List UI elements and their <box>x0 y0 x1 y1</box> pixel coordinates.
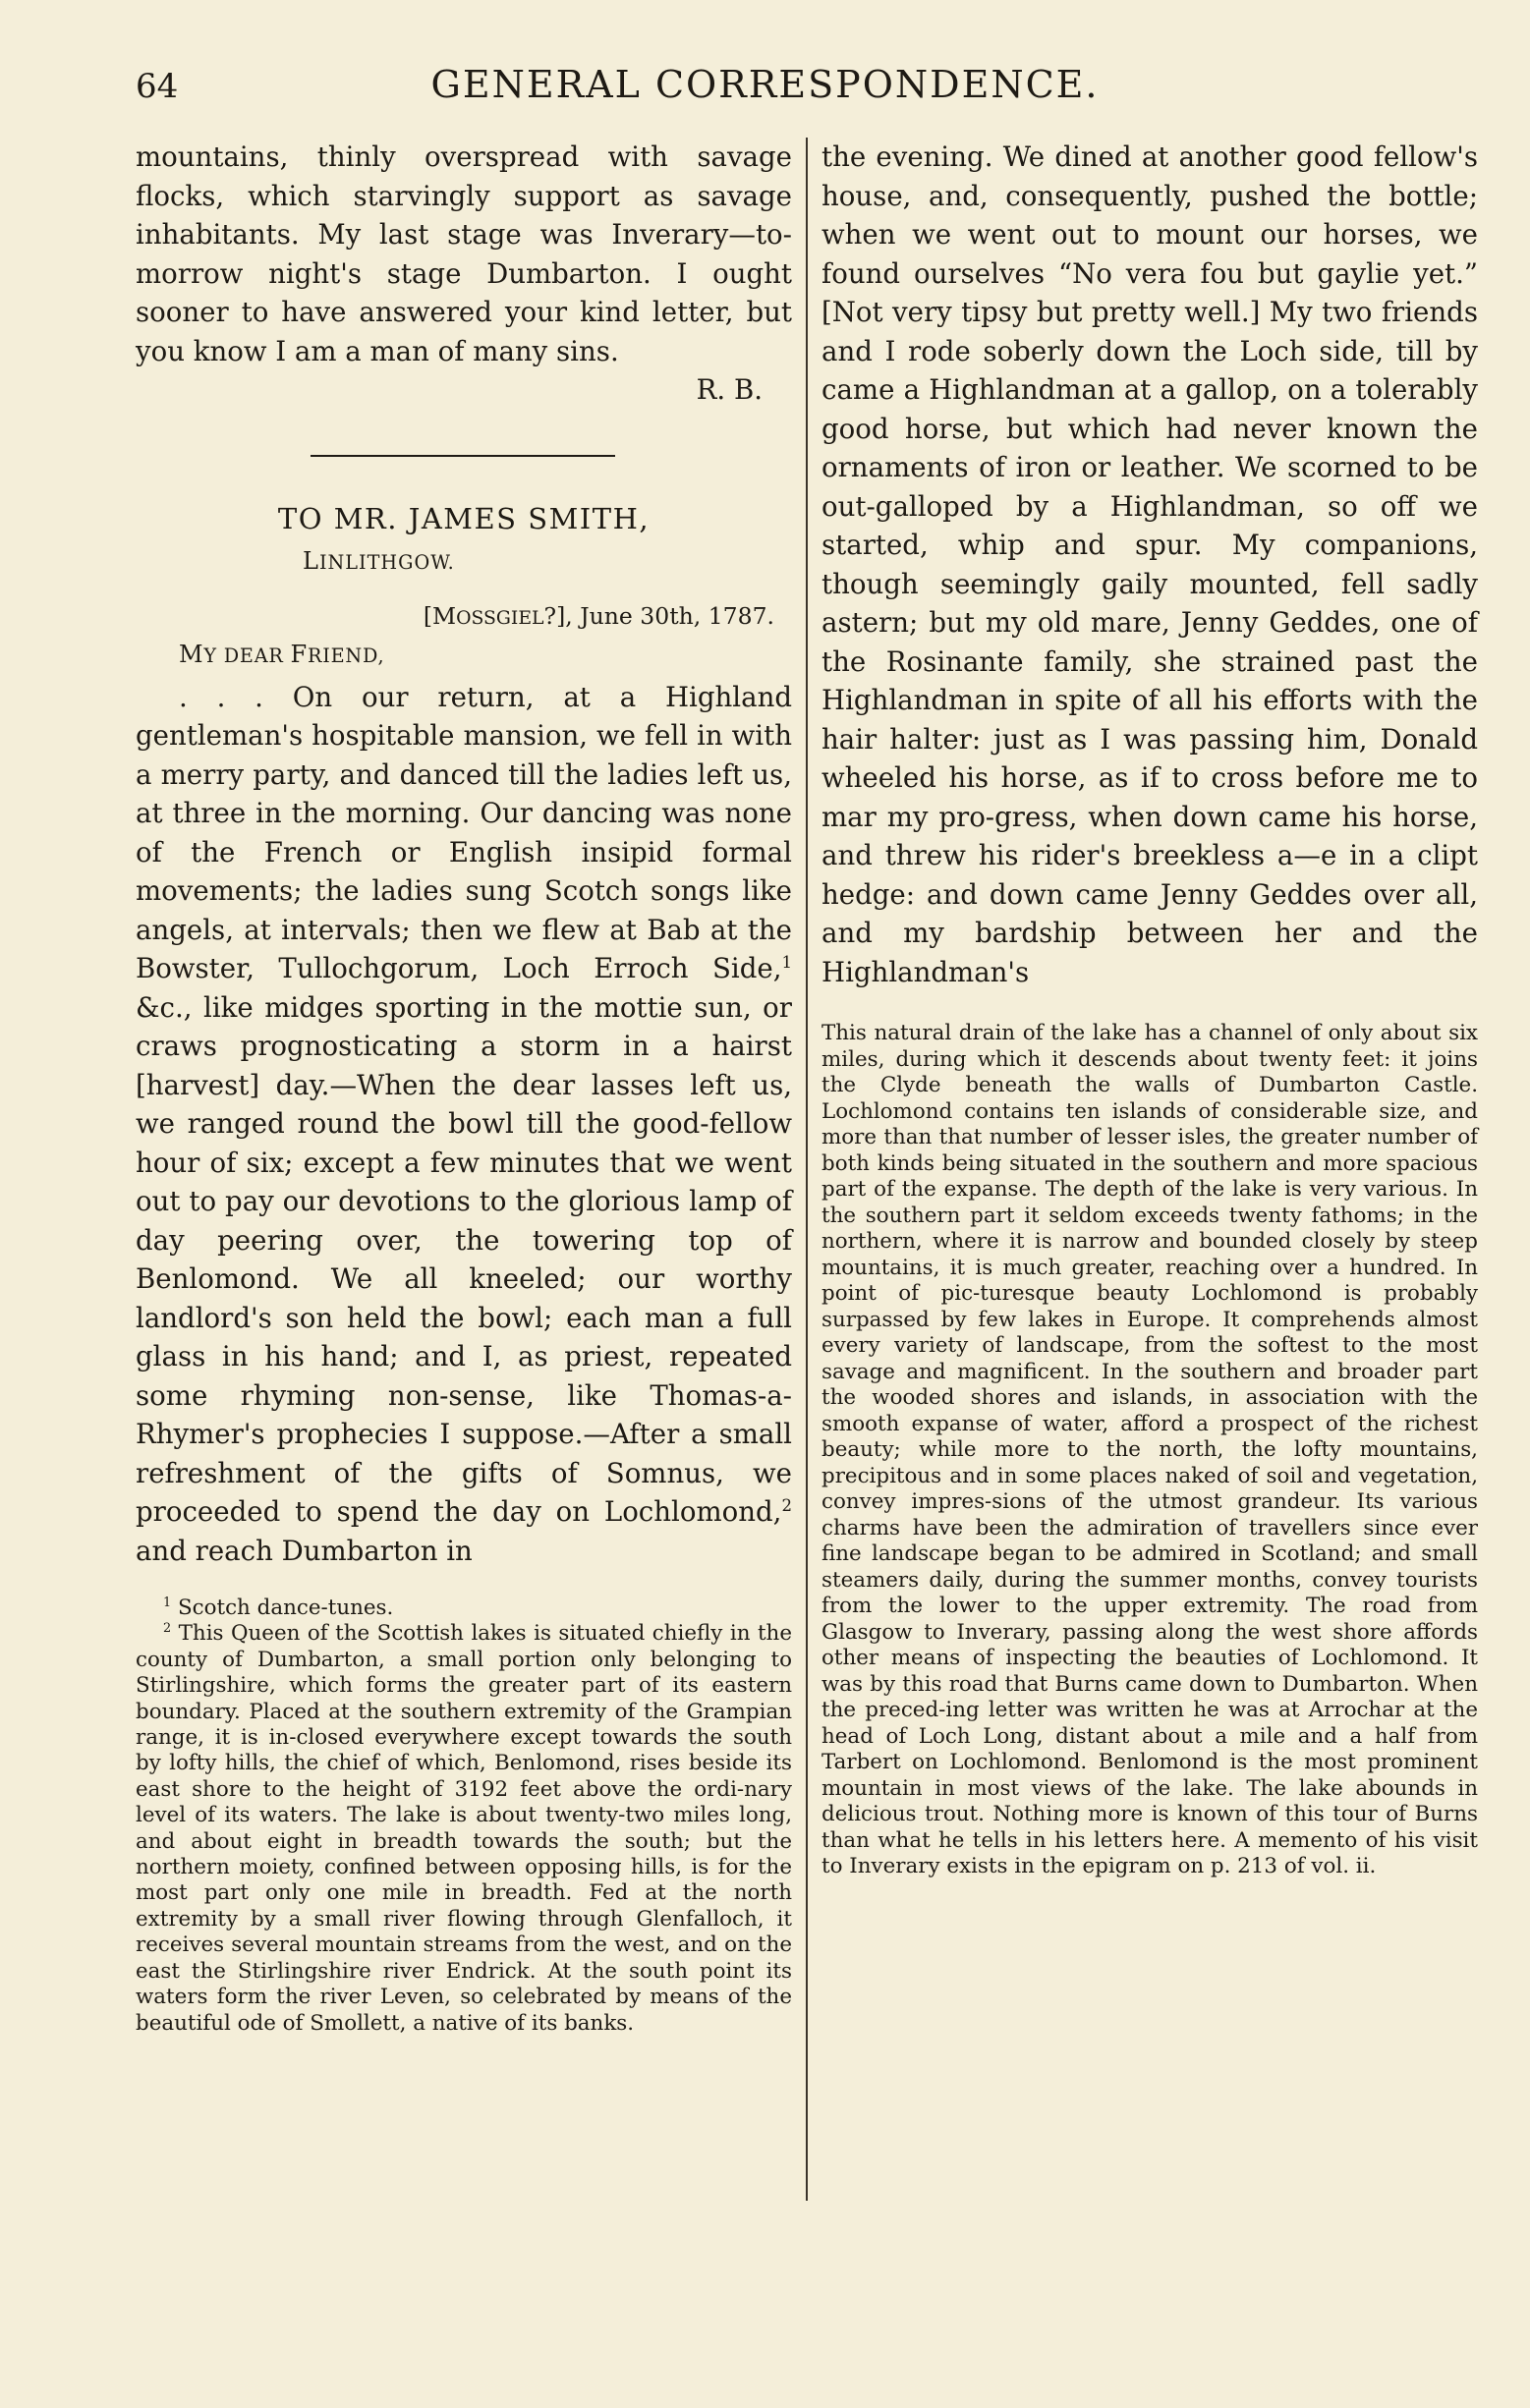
page-number: 64 <box>136 67 179 106</box>
recipient-locality <box>303 547 792 575</box>
letter-title: TO MR. JAMES SMITH, <box>277 501 651 535</box>
dateline-open: [ <box>423 601 433 630</box>
letter-body-continued: the evening. We dined at another good fellow's house, and, consequently, pushed the bottle; when we went out to mount our horses, we found ourselves “No vera fou but gaylie yet.” [Not very tipsy but pretty well.] My two friends and I rode soberly down the Loch side, till by came a Highlandman at a gallop, on a tolerably good horse, but which had never known the ornaments of iron or leather. We scorned to be out-galloped by a Highlandman, so off we started, whip and spur. My companions, though seemingly gaily mounted, fell sadly astern; but my old mare, Jenny Geddes, one of the Rosinante family, she strained past the Highlandman in spite of all his efforts with the hair halter: just as I was passing him, Donald wheeled his horse, as if to cross before me to mar my pro-gress, when down came his horse, and threw his rider's breekless a—e in a clipt hedge: and down came Jenny Geddes over all, and my bardship between her and the Highlandman's <box>822 140 1478 988</box>
salutation-cap-1: M <box>179 640 204 668</box>
letter-body-part-2: &c., like midges sporting in the mottie sun, or craws prognosticating a storm in a hairst [harvest] day.—When the dear lasses left us, we ranged round the bowl till the good-fellow hour of six; except a few minutes that we went out to pay our devotions to the glorious lamp of day peering over, the towering top of Benlomond. We all kneeled; our worthy landlord's son held the bowl; each man a full glass in his hand; and I, as priest, repeated some rhyming non-sense, like Thomas-a-Rhymer's prophecies I suppose.—After a small refreshment of the gifts of Somnus, we proceeded to spend the day on Lochlomond, <box>136 990 792 1528</box>
dateline-place: OSSGIEL <box>456 607 544 629</box>
footnote-ref-2: 2 <box>781 1495 792 1515</box>
section-divider <box>311 455 615 457</box>
footnote-continuation <box>822 1021 1478 1880</box>
footnote-1-text: Scotch dance-tunes. <box>171 1596 394 1620</box>
footnote-1-marker: 1 <box>163 1595 172 1610</box>
dateline-cap: M <box>432 601 457 630</box>
signoff: R. B. <box>696 373 763 406</box>
left-column <box>136 138 792 2037</box>
footnote-1 <box>136 1596 792 1621</box>
salutation <box>179 639 792 672</box>
salutation-cap-2: F <box>290 640 308 668</box>
locality-cap: L <box>303 546 319 575</box>
column-rule <box>806 138 808 2201</box>
salutation-sc-2: RIEND, <box>308 644 385 667</box>
dateline <box>136 600 774 635</box>
footnote-2-marker: 2 <box>163 1621 172 1637</box>
letter-body-part-1: . . . On our return, at a Highland gentleman's hospitable mansion, we fell in with a merry party, and danced till the ladies left us, at three in the morning. Our dancing was none of the French or English insipid formal movements; the ladies sung Scotch songs like angels, at intervals; then we flew at Bab at the Bowster, Tullochgorum, Loch Erroch Side, <box>136 680 792 984</box>
letter-body <box>136 678 792 1571</box>
footnotes <box>136 1596 792 2037</box>
salutation-sc-1: Y DEAR <box>203 644 291 667</box>
right-column <box>822 138 1478 1880</box>
running-head: GENERAL CORRESPONDENCE. <box>430 63 1100 106</box>
continuation-text: mountains, thinly overspread with savage flocks, which starvingly support as savage inhabitants. My last stage was Inverary—to-morrow night's stage Dumbarton. I ought sooner to have answered your kind letter, but you know I am a man of many sins. <box>136 140 792 367</box>
footnote-2 <box>136 1621 792 2037</box>
footnote-ref-1: 1 <box>781 952 792 972</box>
locality-rest: INLITHGOW. <box>318 550 455 574</box>
footnote-2-continued: This natural drain of the lake has a channel of only about six miles, during which it descends about twenty feet: it joins the Clyde beneath the walls of Dumbarton Castle. Lochlomond contains ten islands of considerable size, and more than that number of lesser isles, the greater number of both kinds being situated in the southern and more spacious part of the expanse. The depth of the lake is very various. In the southern part it seldom exceeds twenty fathoms; in the northern, where it is narrow and bounded closely by steep mountains, it is much greater, reaching over a hundred. In point of pic-turesque beauty Lochlomond is probably surpassed by few lakes in Europe. It comprehends almost every variety of landscape, from the softest to the most savage and magnificent. In the southern and broader part the wooded shores and islands, in association with the smooth expanse of water, afford a prospect of the richest beauty; while more to the north, the lofty mountains, precipitous and in some places naked of soil and vegetation, convey impres-sions of the utmost grandeur. Its various charms have been the admiration of travellers since ever fine landscape began to be admired in Scotland; and small steamers daily, during the summer months, convey tourists from the lower to the upper extremity. The road from Glasgow to Inverary, passing along the west shore affords other means of inspecting the beauties of Lochlomond. It was by this road that Burns came down to Dumbarton. When the preced-ing letter was written he was at Arrochar at the head of Loch Long, distant about a mile and a half from Tarbert on Lochlomond. Benlomond is the most prominent mountain in most views of the lake. The lake abounds in delicious trout. Nothing more is known of this tour of Burns than what he tells in his letters here. A memento of his visit to Inverary exists in the epigram on p. 213 of vol. ii. <box>822 1021 1478 1878</box>
dateline-tail: ?], June 30th, 1787. <box>543 601 774 630</box>
footnote-2-text: This Queen of the Scottish lakes is situated chiefly in the county of Dumbarton, a small portion only belonging to Stirlingshire, which forms the greater part of its eastern boundary. Placed at the southern extremity of the Grampian range, it is in-closed everywhere except towards the south by lofty hills, the chief of which, Benlomond, rises beside its east shore to the height of 3192 feet above the ordi-nary level of its waters. The lake is about twenty-two miles long, and about eight in breadth towards the south; but the northern moiety, confined between opposing hills, is for the most part only one mile in breadth. Fed at the north extremity by a small river flowing through Glenfalloch, it receives several mountain streams from the west, and on the east the Stirlingshire river Endrick. At the south point its waters form the river Leven, so celebrated by means of the beautiful ode of Smollett, a native of its banks. <box>136 1621 792 2036</box>
letter-body-part-3: and reach Dumbarton in <box>136 1534 473 1567</box>
